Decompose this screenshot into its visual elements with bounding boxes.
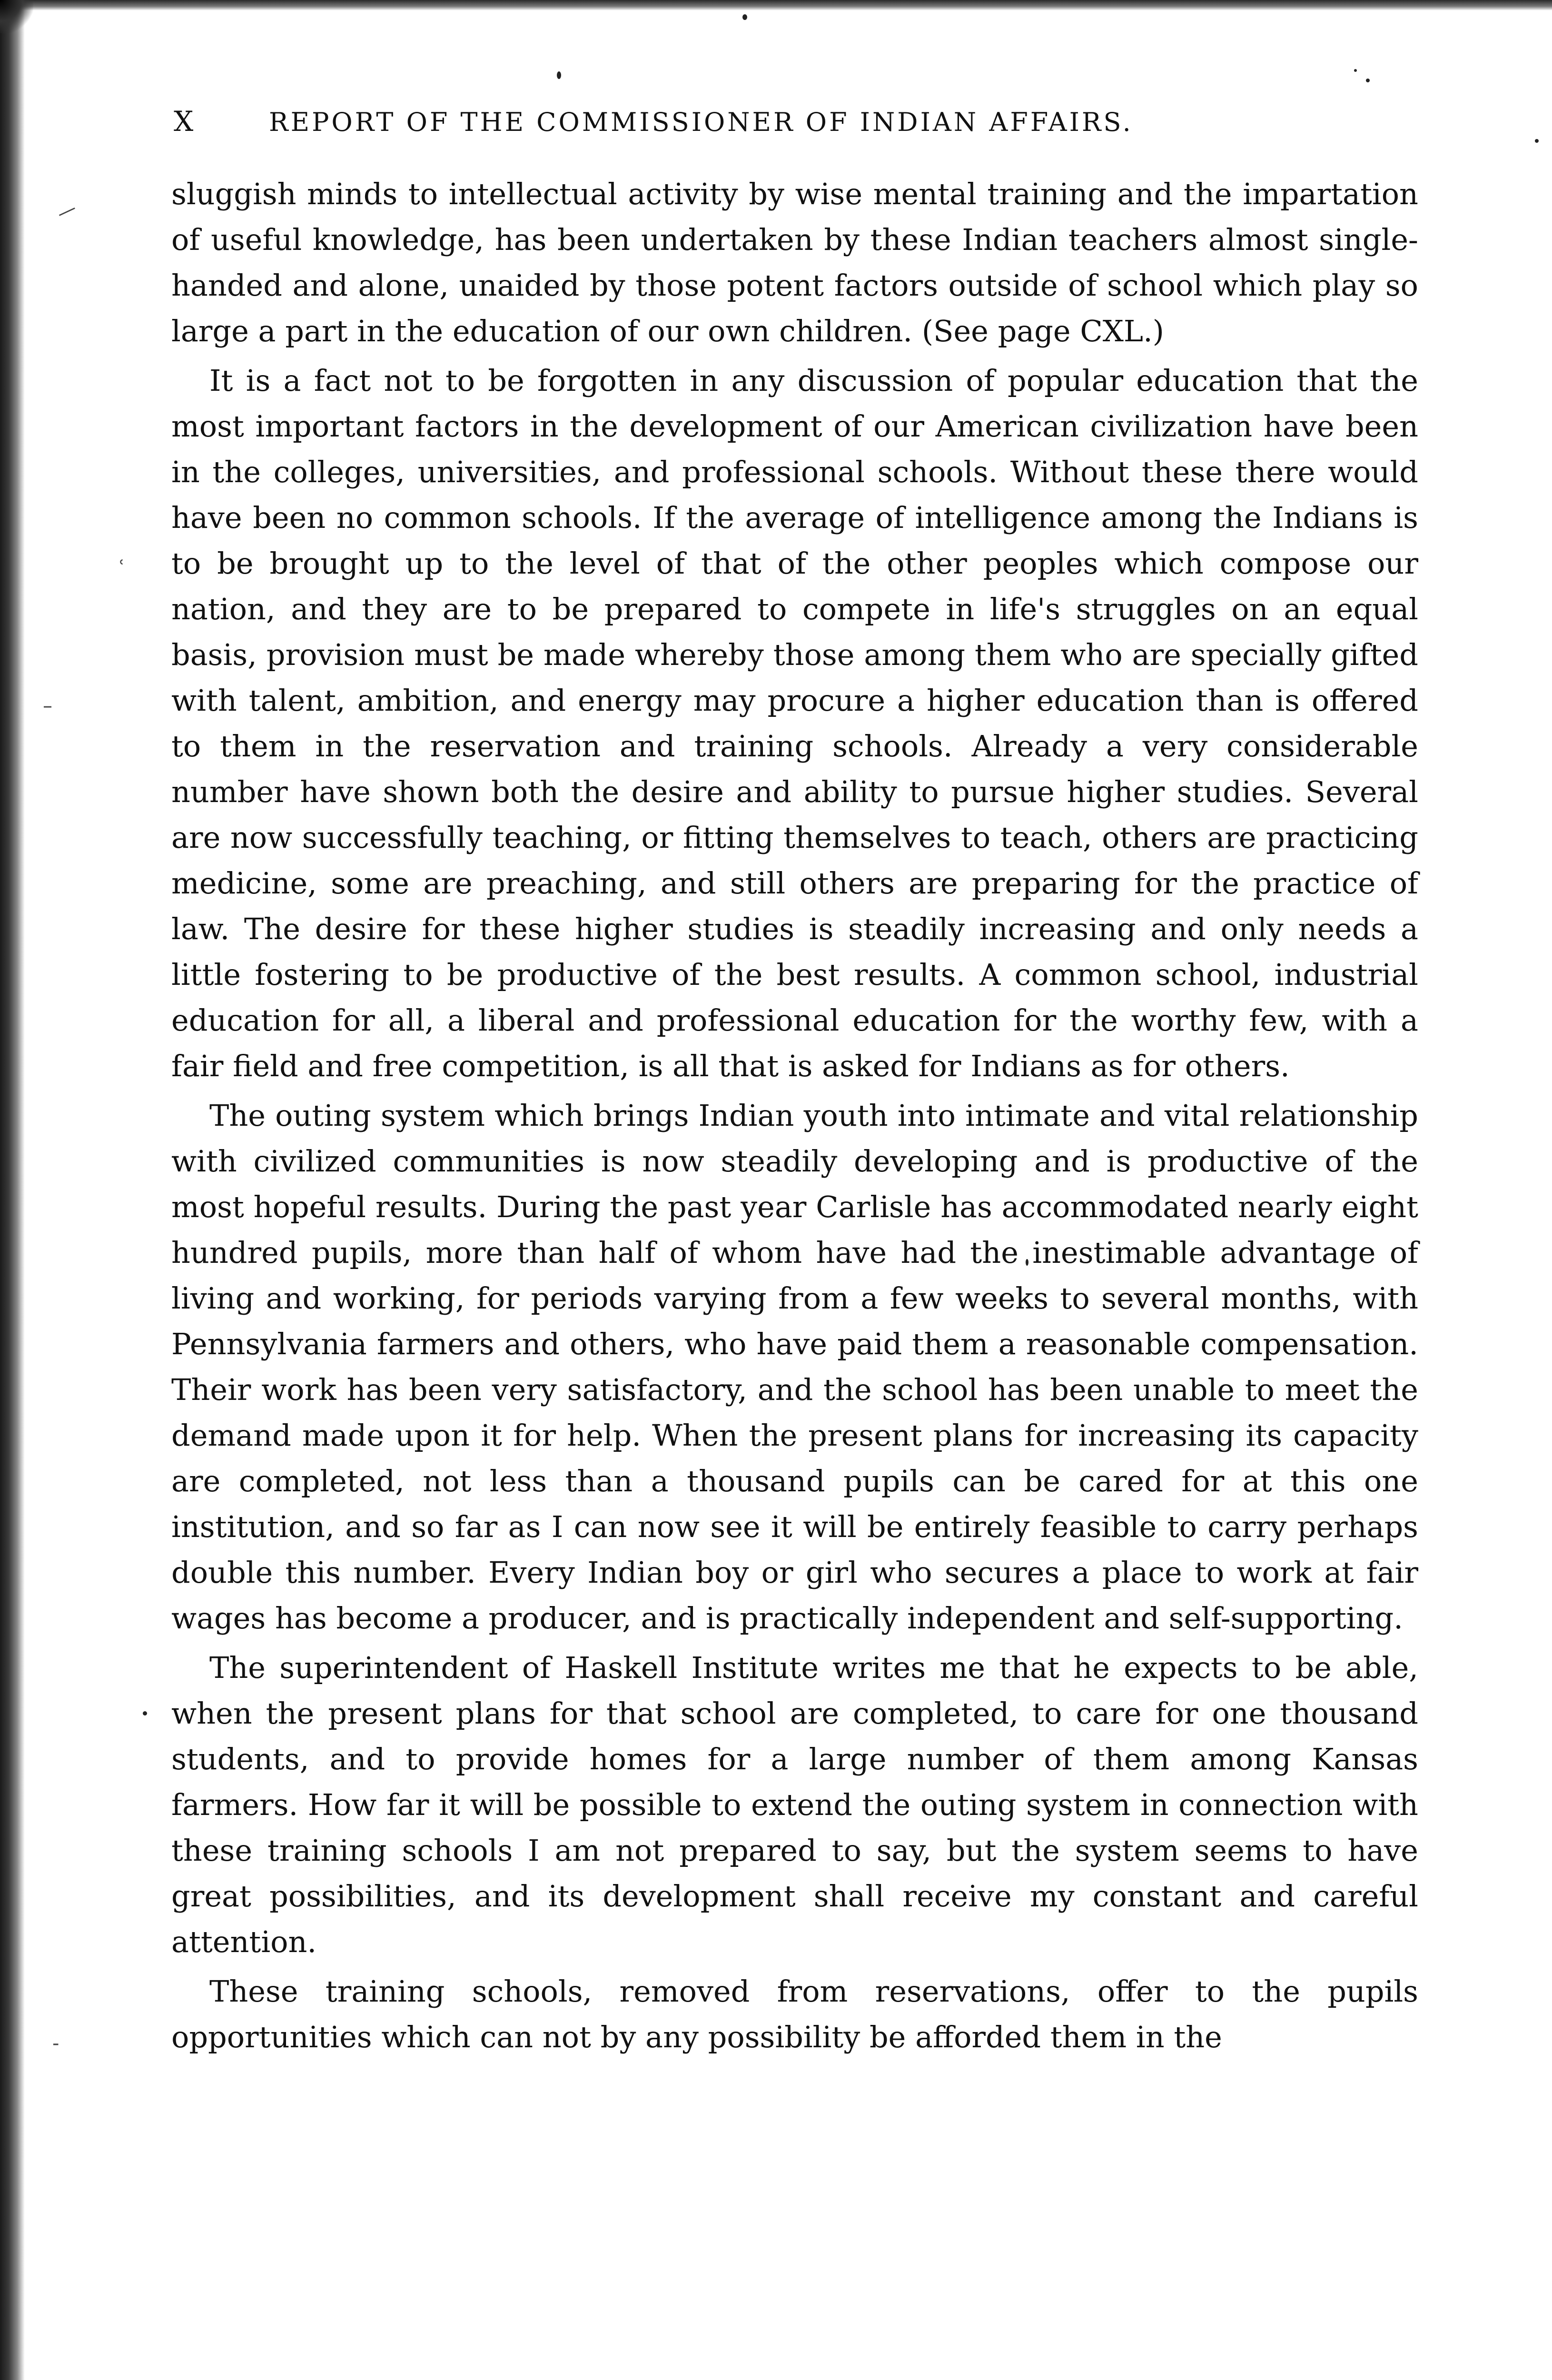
paragraph-haskell-institute: The superintendent of Haskell Institute writes me that he expects to be able, when the present plans for that school are completed, to care for one thousand students, and to provide homes for a large number of them among Kansas farmers. How far it will be possible to extend the outing system in connection with these training schools I am not prepared to say, but the system seems to have great possibilities, and its development shall receive my constant and careful attention. [171, 1650, 1418, 1959]
paragraph-training-schools: These training schools, removed from reservations, offer to the pupils opportunities which can not by any possibility be afforded them in the [171, 1974, 1418, 2054]
running-title: REPORT OF THE COMMISSIONER OF INDIAN AFFAIRS. [269, 107, 1133, 137]
paragraph-outing-system: The outing system which brings Indian youth into intimate and vital relationship with civilized communities is now steadily developing and is productive of the most hopeful results. During the past year Carlisle has accommodated nearly eight hundred pupils, more than half of whom have had the inestimable advantage of living and working, for periods varying from a few weeks to several months, with Pennsylvania farmers and others, who have paid them a reasonable compensation. Their work has been very satisfactory, and the school has been unable to meet the demand made upon it for help. When the present plans for increasing its capacity are completed, not less than a thousand pupils can be cared for at this one institution, and so far as I can now see it will be entirely feasible to carry perhaps double this number. Every Indian boy or girl who secures a place to work at fair wages has become a producer, and is practically independent and self-supporting. [171, 1098, 1418, 1636]
scan-speck [143, 1711, 147, 1716]
scan-speck [1366, 79, 1370, 82]
scan-shadow-left [0, 0, 25, 2380]
scan-speck [1535, 139, 1539, 143]
scan-margin-mark: – [43, 695, 52, 717]
paragraph-higher-education: It is a fact not to be forgotten in any discussion of popular education that the most important factors in the development of our American civilization have been in the colleges, universities, and professional schools. Without these there would have been no common schools. If the average of intelligence among the Indians is to be brought up to the level of that of the other peoples which compose our nation, and they are to be prepared to compete in life's struggles on an equal basis, provision must be made whereby those among them who are specially gifted with talent, ambition, and energy may procure a higher education than is offered to them in the reservation and training schools. Already a very considerable number have shown both the desire and ability to pursue higher studies. Several are now successfully teaching, or fitting themselves to teach, others are practicing medicine, some are preaching, and still others are preparing for the practice of law. The desire for these higher studies is steadily increasing and only needs a little fostering to be productive of the best results. A common school, industrial education for all, a liberal and professional education for the worthy few, with a fair field and free competition, is all that is asked for Indians as for others. [171, 363, 1418, 1083]
page-number: X [174, 105, 195, 138]
body-text [171, 171, 1418, 2060]
scan-margin-mark: — [53, 197, 80, 225]
scan-corner-shadow [0, 0, 33, 33]
scan-margin-mark: - [52, 2033, 59, 2054]
paragraph-continuation: sluggish minds to intellectual activity by wise mental training and the impartation of useful knowledge, has been undertaken by these Indian teachers almost single-handed and alone, unaided by those potent factors outside of school which play so large a part in the education of our own children. (See page CXL.) [171, 177, 1418, 348]
scan-speck [557, 71, 561, 79]
scan-shadow-top [0, 0, 1552, 10]
running-header [174, 105, 1316, 138]
scan-margin-mark: ʿ [119, 557, 125, 579]
scan-speck [742, 14, 747, 20]
scan-speck [1354, 69, 1357, 72]
